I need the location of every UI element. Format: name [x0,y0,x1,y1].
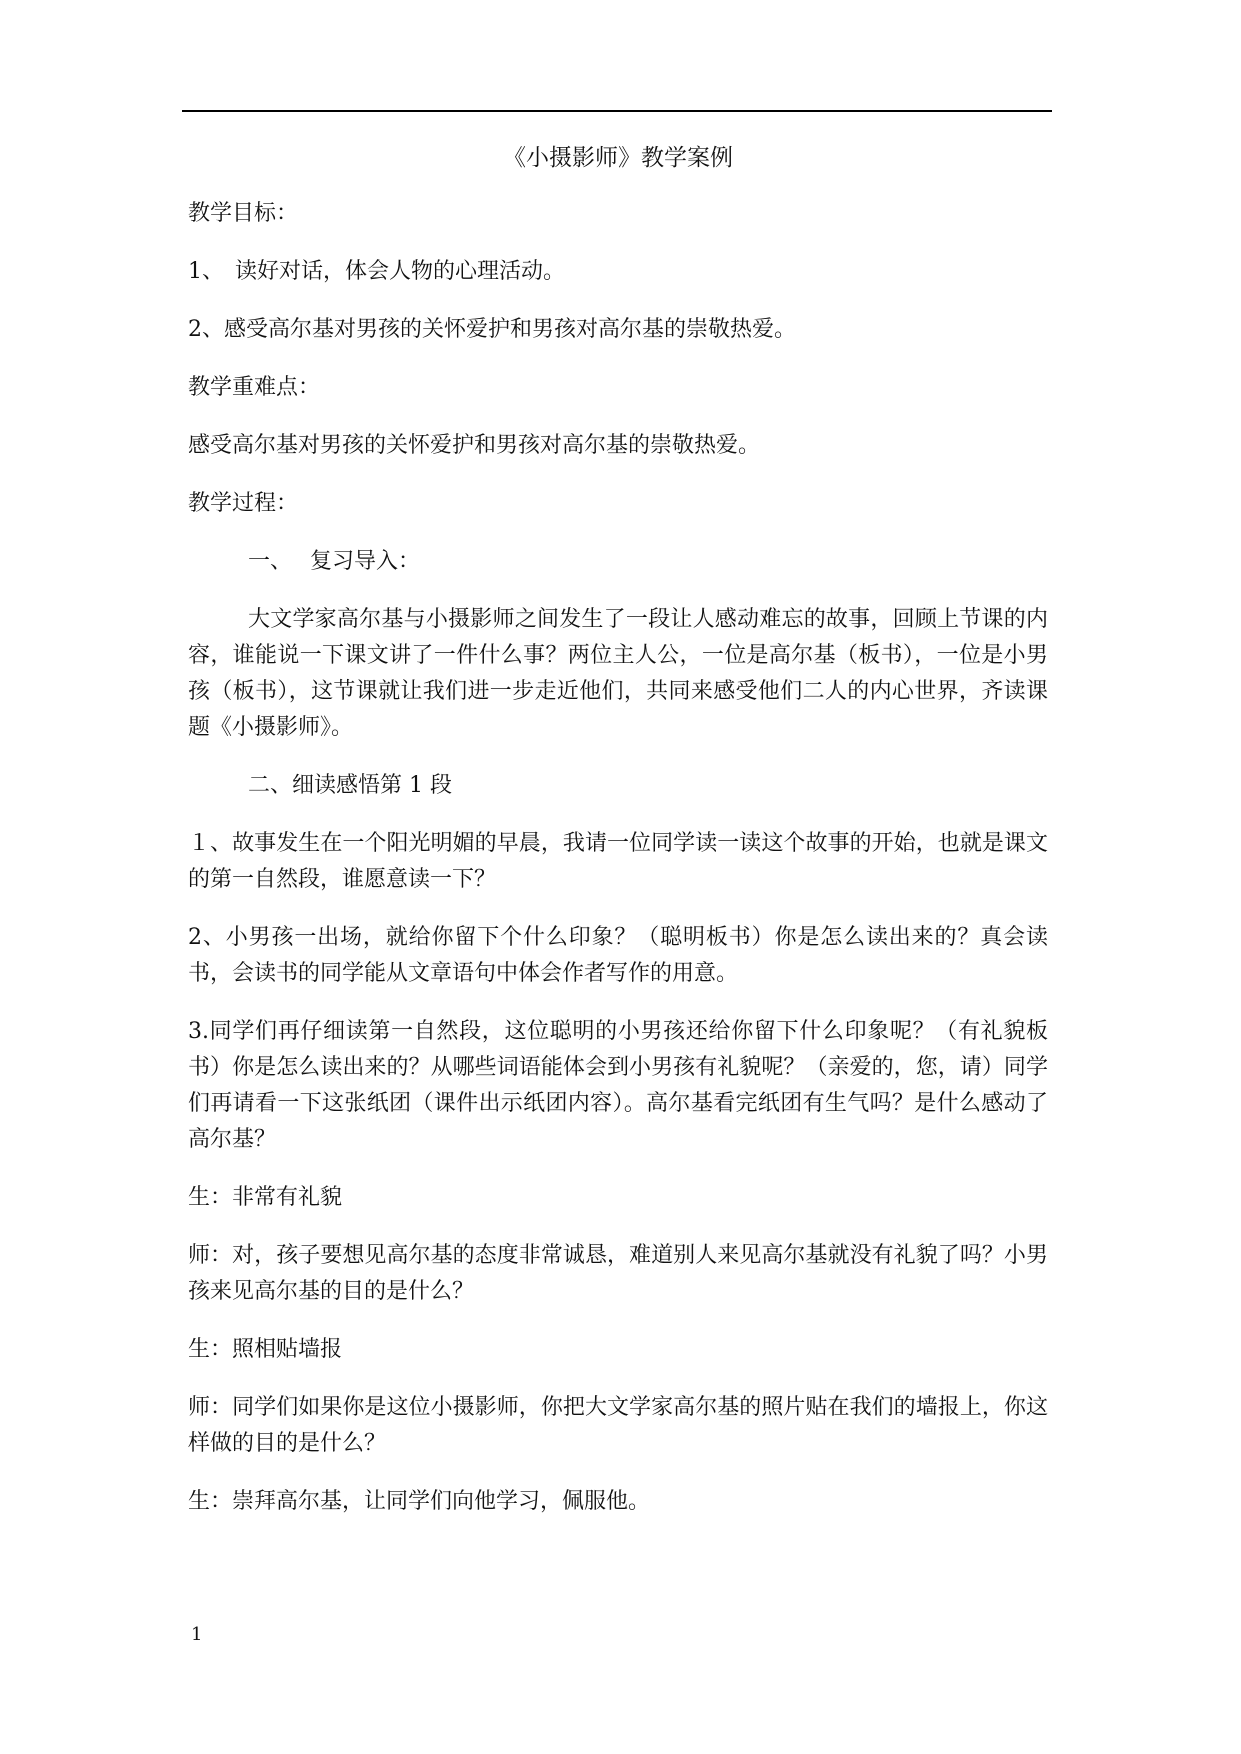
section-2-item-3: 3.同学们再仔细读第一自然段，这位聪明的小男孩还给你留下什么印象呢？（有礼貌板书）你是怎么读出来的？从哪些词语能体会到小男孩有礼貌呢？（亲爱的，您，请）同学们再请看一下这张纸团（课件出示纸团内容）。高尔基看完纸团有生气吗？是什么感动了高尔基？ [188,1019,1048,1152]
student-line-2: 生：照相贴墙报 [188,1337,343,1362]
document-body [188,140,1048,1542]
teacher-line-2: 师：同学们如果你是这位小摄影师，你把大文学家高尔基的照片贴在我们的墙报上，你这样做的目的是什么？ [188,1395,1048,1456]
document-title: 《小摄影师》教学案例 [503,145,733,171]
section-2-item-2: 2、小男孩一出场，就给你留下个什么印象？（聪明板书）你是怎么读出来的？真会读书，会读书的同学能从文章语句中体会作者写作的用意。 [188,925,1048,986]
goal-heading: 教学目标： [188,201,299,226]
page-number: 1 [191,1624,203,1645]
header-rule [182,110,1052,112]
section-1-heading: 一、 复习导入： [248,549,420,574]
student-line-1: 生：非常有礼貌 [188,1185,343,1210]
goal-item-1: 1、 读好对话，体会人物的心理活动。 [188,259,565,284]
goal-item-2: 2、感受高尔基对男孩的关怀爱护和男孩对高尔基的崇敬热爱。 [188,317,796,342]
section-1-paragraph: 大文学家高尔基与小摄影师之间发生了一段让人感动难忘的故事，回顾上节课的内容，谁能说一下课文讲了一件什么事？两位主人公，一位是高尔基（板书），一位是小男孩（板书），这节课就让我们进一步走近他们，共同来感受他们二人的内心世界，齐读课题《小摄影师》。 [188,607,1048,740]
teacher-line-1: 师：对，孩子要想见高尔基的态度非常诚恳，难道别人来见高尔基就没有礼貌了吗？小男孩来见高尔基的目的是什么？ [188,1243,1048,1304]
process-heading: 教学过程： [188,491,299,516]
student-line-3: 生：崇拜高尔基，让同学们向他学习，佩服他。 [188,1489,651,1514]
section-2-item-1: １、故事发生在一个阳光明媚的早晨，我请一位同学读一读这个故事的开始，也就是课文的第一自然段，谁愿意读一下？ [188,831,1048,892]
section-2-heading: 二、细读感悟第 1 段 [248,773,452,798]
key-text: 感受高尔基对男孩的关怀爱护和男孩对高尔基的崇敬热爱。 [188,433,761,458]
key-heading: 教学重难点： [188,375,321,400]
